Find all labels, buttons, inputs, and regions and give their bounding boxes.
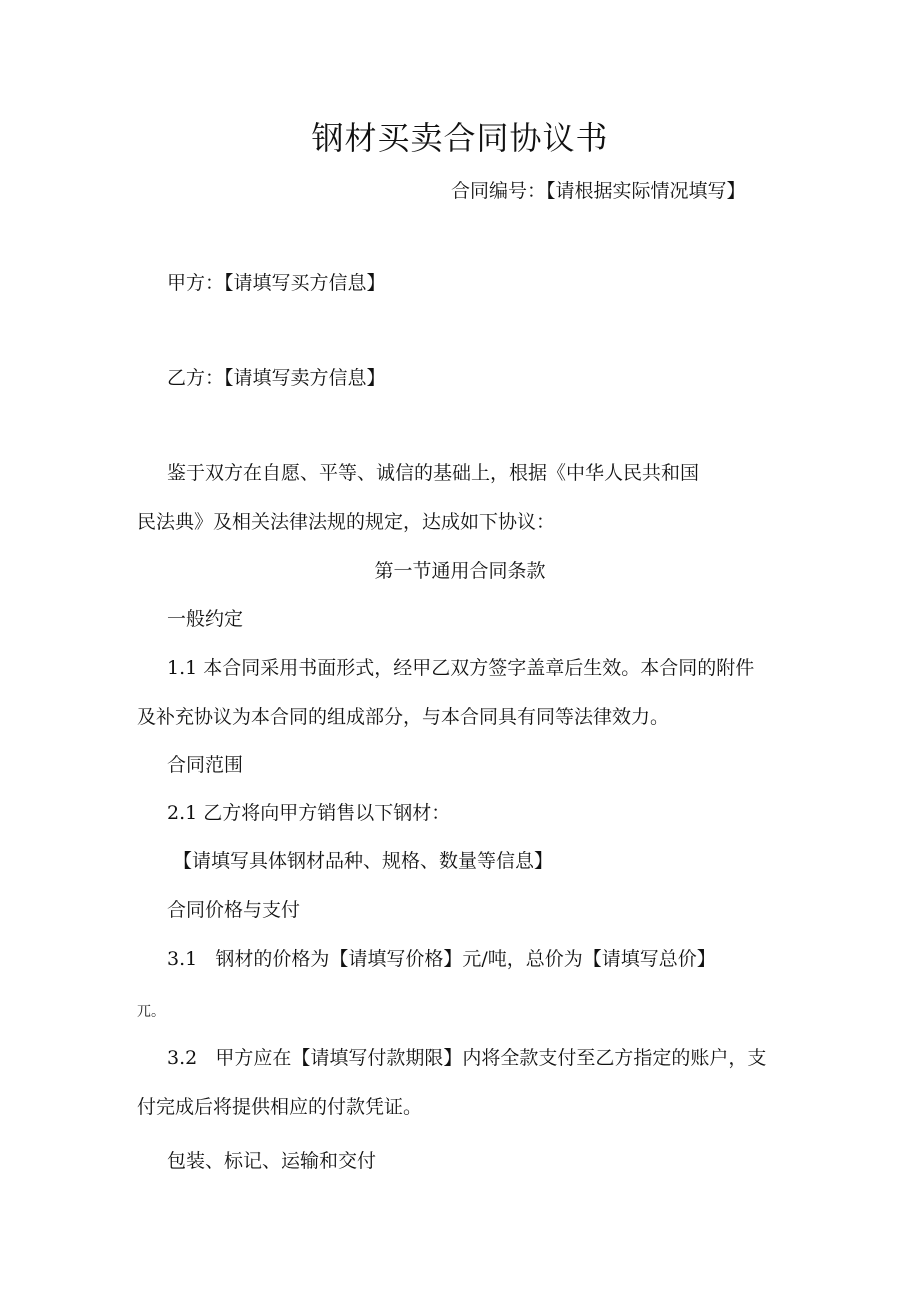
scope-heading: 合同范围 — [167, 754, 244, 776]
price-heading: 合同价格与支付 — [167, 899, 301, 921]
contract-number — [451, 178, 746, 204]
clause-1-1-line-1: 1.1 本合同采用书面形式，经甲乙双方签字盖章后生效。本合同的附件 — [167, 657, 755, 679]
clause-3-2-line-1: 3.2 甲方应在【请填写付款期限】内将全款支付至乙方指定的账户，支 — [167, 1047, 767, 1069]
party-b — [167, 365, 386, 391]
steel-spec-placeholder: 【请填写具体钢材品种、规格、数量等信息】 — [173, 850, 554, 872]
contract-number-value: 【请根据实际情况填写】 — [546, 180, 746, 202]
party-b-value: 【请填写卖方信息】 — [224, 367, 386, 389]
clause-3-2-line-2: 付完成后将提供相应的付款凭证。 — [137, 1096, 423, 1118]
general-heading: 一般约定 — [167, 608, 244, 630]
party-a — [167, 270, 386, 296]
preamble-line-2: 民法典》及相关法律法规的规定，达成如下协议： — [137, 511, 556, 533]
clause-3-1: 3.1 钢材的价格为【请填写价格】元/吨，总价为【请填写总价】 — [167, 948, 716, 970]
clause-1-1-line-2: 及补充协议为本合同的组成部分，与本合同具有同等法律效力。 — [137, 706, 670, 728]
packaging-heading: 包装、标记、运输和交付 — [167, 1150, 377, 1172]
party-a-label: 甲方： — [167, 272, 225, 294]
party-b-label: 乙方： — [167, 367, 225, 389]
clause-2-1: 2.1 乙方将向甲方销售以下钢材： — [167, 802, 451, 824]
contract-number-label: 合同编号： — [451, 180, 547, 202]
section-heading: 第一节通用合同条款 — [374, 560, 546, 582]
document-title: 钢材买卖合同协议书 — [311, 119, 609, 157]
preamble-line-1: 鉴于双方在自愿、平等、诚信的基础上，根据《中华人民共和国 — [167, 462, 700, 484]
party-a-value: 【请填写买方信息】 — [224, 272, 386, 294]
clause-3-1-tail: 兀。 — [137, 1004, 165, 1020]
